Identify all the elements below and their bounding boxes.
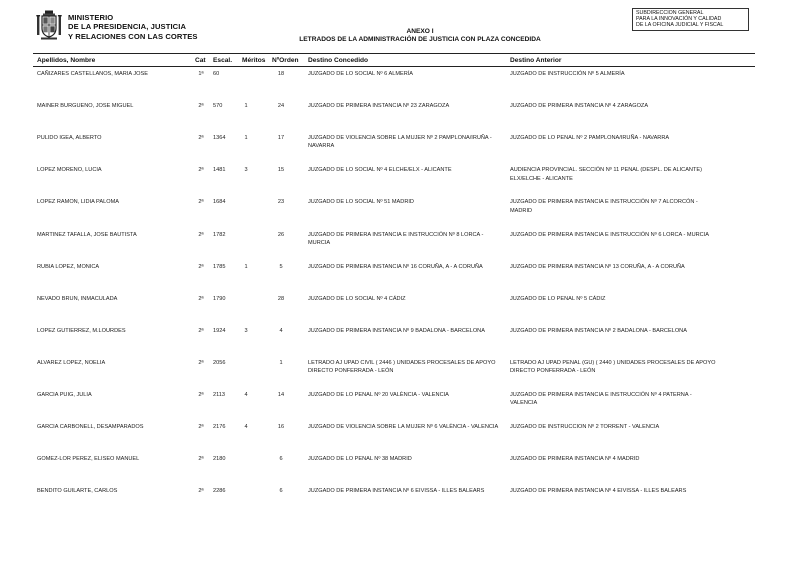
row-escal: 570 [213,103,223,110]
document-titles [0,28,800,45]
row-orden: 17 [277,135,285,142]
row-anterior: LETRADO AJ UPAD PENAL (GU) ( 2440 ) UNIDADES PROCESALES DE APOYO DIRECTO PONFERRADA - LEÓN [510,359,716,375]
row-anterior: JUZGADO DE PRIMERA INSTANCIA Nº 13 CORUÑA, A - A CORUÑA [510,263,685,270]
row-destino: JUZGADO DE PRIMERA INSTANCIA Nº 16 CORUÑA, A - A CORUÑA [308,263,483,270]
row-anterior: JUZGADO DE INSTRUCCIÓN Nº 5 ALMERÍA [510,71,625,77]
column-header-destino: Destino Concedido [308,57,369,64]
document-title: LETRADOS DE LA ADMINISTRACIÓN DE JUSTICIA CON PLAZA CONCEDIDA [299,36,541,44]
row-cat: 2ª [198,456,204,463]
table-row [0,455,800,485]
row-cat: 2ª [198,327,204,334]
row-anterior: JUZGADO DE PRIMERA INSTANCIA Nº 4 ZARAGOZA [510,103,649,110]
column-header-name: Apellidos, Nombre [37,57,96,64]
row-orden: 4 [279,327,283,334]
row-escal: 1924 [213,327,226,334]
row-cat: 2ª [198,424,204,431]
row-destino: JUZGADO DE PRIMERA INSTANCIA Nº 23 ZARAGOZA [308,103,450,110]
row-meritos: 4 [244,424,248,431]
table-row [0,134,800,164]
row-escal: 2113 [213,392,226,398]
table-row [0,423,800,453]
row-orden: 14 [277,392,285,398]
row-orden: 6 [279,488,283,495]
subdirection-line: DE LA OFICINA JUDICIAL Y FISCAL [636,22,724,28]
row-escal: 1364 [213,135,226,142]
row-meritos: 1 [244,135,248,142]
header-top-rule [33,53,755,54]
row-meritos: 3 [244,327,248,334]
row-orden: 15 [277,167,285,174]
row-cat: 2ª [198,392,204,398]
subdirection-line: SUBDIRECCION GENERAL [636,10,704,16]
row-name: GOMEZ-LOR PEREZ, ELISEO MANUEL [37,456,140,463]
row-orden: 6 [279,456,283,463]
row-name: LOPEZ RAMON, LIDIA PALOMA [37,199,119,206]
table-row [0,295,800,325]
row-name: LOPEZ GUTIERREZ, M.LOURDES [37,327,126,334]
row-name: NEVADO BRUN, INMACULADA [37,295,118,302]
row-anterior: JUZGADO DE LO PENAL Nº 2 PAMPLONA/IRUÑA - NAVARRA [510,135,670,142]
row-destino: LETRADO AJ UPAD CIVIL ( 2446 ) UNIDADES PROCESALES DE APOYO DIRECTO PONFERRADA - LEÓN [308,359,496,375]
row-destino: JUZGADO DE PRIMERA INSTANCIA E INSTRUCCIÓN Nº 8 LORCA - MURCIA [308,231,484,246]
row-destino: JUZGADO DE LO SOCIAL Nº 51 MADRID [308,199,414,206]
table-row [0,487,800,517]
table-row [0,102,800,132]
row-orden: 1 [279,359,283,366]
column-header-meritos: Méritos [242,57,266,64]
table-row [0,166,800,196]
row-destino: JUZGADO DE VIOLENCIA SOBRE LA MUJER Nº 2 PAMPLONA/IRUÑA - NAVARRA [308,135,492,150]
ministry-line: Y RELACIONES CON LAS CORTES [68,31,198,41]
row-escal: 2286 [213,488,226,495]
column-header-anterior: Destino Anterior [510,57,562,64]
row-orden: 28 [277,295,285,302]
row-meritos: 1 [244,263,248,270]
row-destino: JUZGADO DE PRIMERA INSTANCIA Nº 6 EIVISSA - ILLES BALEARS [308,488,485,495]
row-destino: JUZGADO DE VIOLENCIA SOBRE LA MUJER Nº 6 VALÈNCIA - VALENCIA [308,424,499,431]
row-orden: 5 [279,263,283,270]
column-header-cat: Cat [195,57,206,64]
row-orden: 18 [277,71,285,77]
row-anterior: JUZGADO DE LO PENAL Nº 5 CÁDIZ [510,295,606,302]
row-name: CAÑIZARES CASTELLANOS, MARIA JOSE [37,71,148,77]
row-destino: JUZGADO DE LO SOCIAL Nº 4 CÁDIZ [308,295,406,302]
row-escal: 1684 [213,199,226,206]
row-cat: 2ª [198,488,204,495]
row-name: RUBIA LOPEZ, MONICA [37,263,100,270]
row-cat: 2ª [198,295,204,302]
row-destino: JUZGADO DE LO SOCIAL Nº 6 ALMERÍA [308,71,414,77]
row-anterior: JUZGADO DE PRIMERA INSTANCIA E INSTRUCCIÓN Nº 4 PATERNA - VALENCIA [510,392,692,407]
row-cat: 2ª [198,103,204,110]
row-name: GARCIA PUIG, JULIA [37,392,92,398]
row-destino: JUZGADO DE LO PENAL Nº 20 VALÈNCIA - VALENCIA [308,392,449,398]
row-name: ALVAREZ LOPEZ, NOELIA [37,359,106,366]
table-row [0,70,800,100]
row-cat: 2ª [198,135,204,142]
row-escal: 1790 [213,295,226,302]
row-destino: JUZGADO DE PRIMERA INSTANCIA Nº 9 BADALONA - BARCELONA [308,327,485,334]
table-row [0,359,800,389]
row-name: BENDITO GUILARTE, CARLOS [37,488,118,495]
row-cat: 2ª [198,231,204,238]
table-row [0,231,800,261]
row-name: MARTINEZ TAFALLA, JOSE BAUTISTA [37,231,137,238]
row-destino: JUZGADO DE LO PENAL Nº 38 MADRID [308,456,412,463]
row-escal: 1785 [213,263,226,270]
column-header-escal: Escal. [213,57,233,64]
row-orden: 16 [277,424,285,431]
table-row [0,198,800,228]
ministry-line: DE LA PRESIDENCIA, JUSTICIA [68,22,187,32]
row-name: LOPEZ MORENO, LUCIA [37,167,102,174]
row-escal: 1481 [213,167,226,174]
row-name: PULIDO IGEA, ALBERTO [37,135,102,142]
table-row [0,263,800,293]
row-anterior: JUZGADO DE PRIMERA INSTANCIA Nº 2 BADALONA - BARCELONA [510,327,687,334]
annex-label: ANEXO I [406,28,434,35]
row-cat: 2ª [198,359,204,366]
row-meritos: 3 [244,167,248,174]
row-cat: 2ª [198,167,204,174]
row-escal: 2176 [213,424,226,431]
row-escal: 2180 [213,456,226,463]
row-destino: JUZGADO DE LO SOCIAL Nº 4 ELCHE/ELX - ALICANTE [308,167,452,174]
row-escal: 2056 [213,359,226,366]
row-anterior: JUZGADO DE PRIMERA INSTANCIA Nº 4 MADRID [510,456,640,463]
header-bottom-rule [33,66,755,67]
table-row [0,391,800,421]
row-name: GARCIA CARBONELL, DESAMPARADOS [37,424,144,431]
subdirection-line: PARA LA INNOVACIÓN Y CALIDAD [636,16,722,22]
row-anterior: JUZGADO DE PRIMERA INSTANCIA E INSTRUCCIÓN Nº 6 LORCA - MURCIA [510,231,709,238]
row-meritos: 4 [244,392,248,398]
row-anterior: AUDIENCIA PROVINCIAL. SECCIÓN Nº 11 PENAL (DESPL. DE ALICANTE) ELX/ELCHE - ALICANTE [510,167,702,182]
row-name: MAINER BURGUENO, JOSE MIGUEL [37,103,134,110]
column-header-orden: NºOrden [272,57,299,64]
row-orden: 24 [277,103,285,110]
row-orden: 23 [277,199,285,206]
ministry-line: MINISTERIO [68,13,114,22]
row-orden: 26 [277,231,285,238]
row-cat: 2ª [198,263,204,270]
row-anterior: JUZGADO DE PRIMERA INSTANCIA Nº 4 EIVISSA - ILLES BALEARS [510,488,687,495]
row-anterior: JUZGADO DE PRIMERA INSTANCIA E INSTRUCCIÓN Nº 7 ALCORCÓN - MADRID [510,199,698,214]
row-anterior: JUZGADO DE INSTRUCCION Nº 2 TORRENT - VALENCIA [510,424,660,431]
row-cat: 2ª [198,199,204,206]
row-escal: 60 [213,71,220,77]
table-row [0,327,800,357]
row-escal: 1782 [213,231,226,238]
row-cat: 1ª [198,71,204,77]
row-meritos: 1 [244,103,248,110]
